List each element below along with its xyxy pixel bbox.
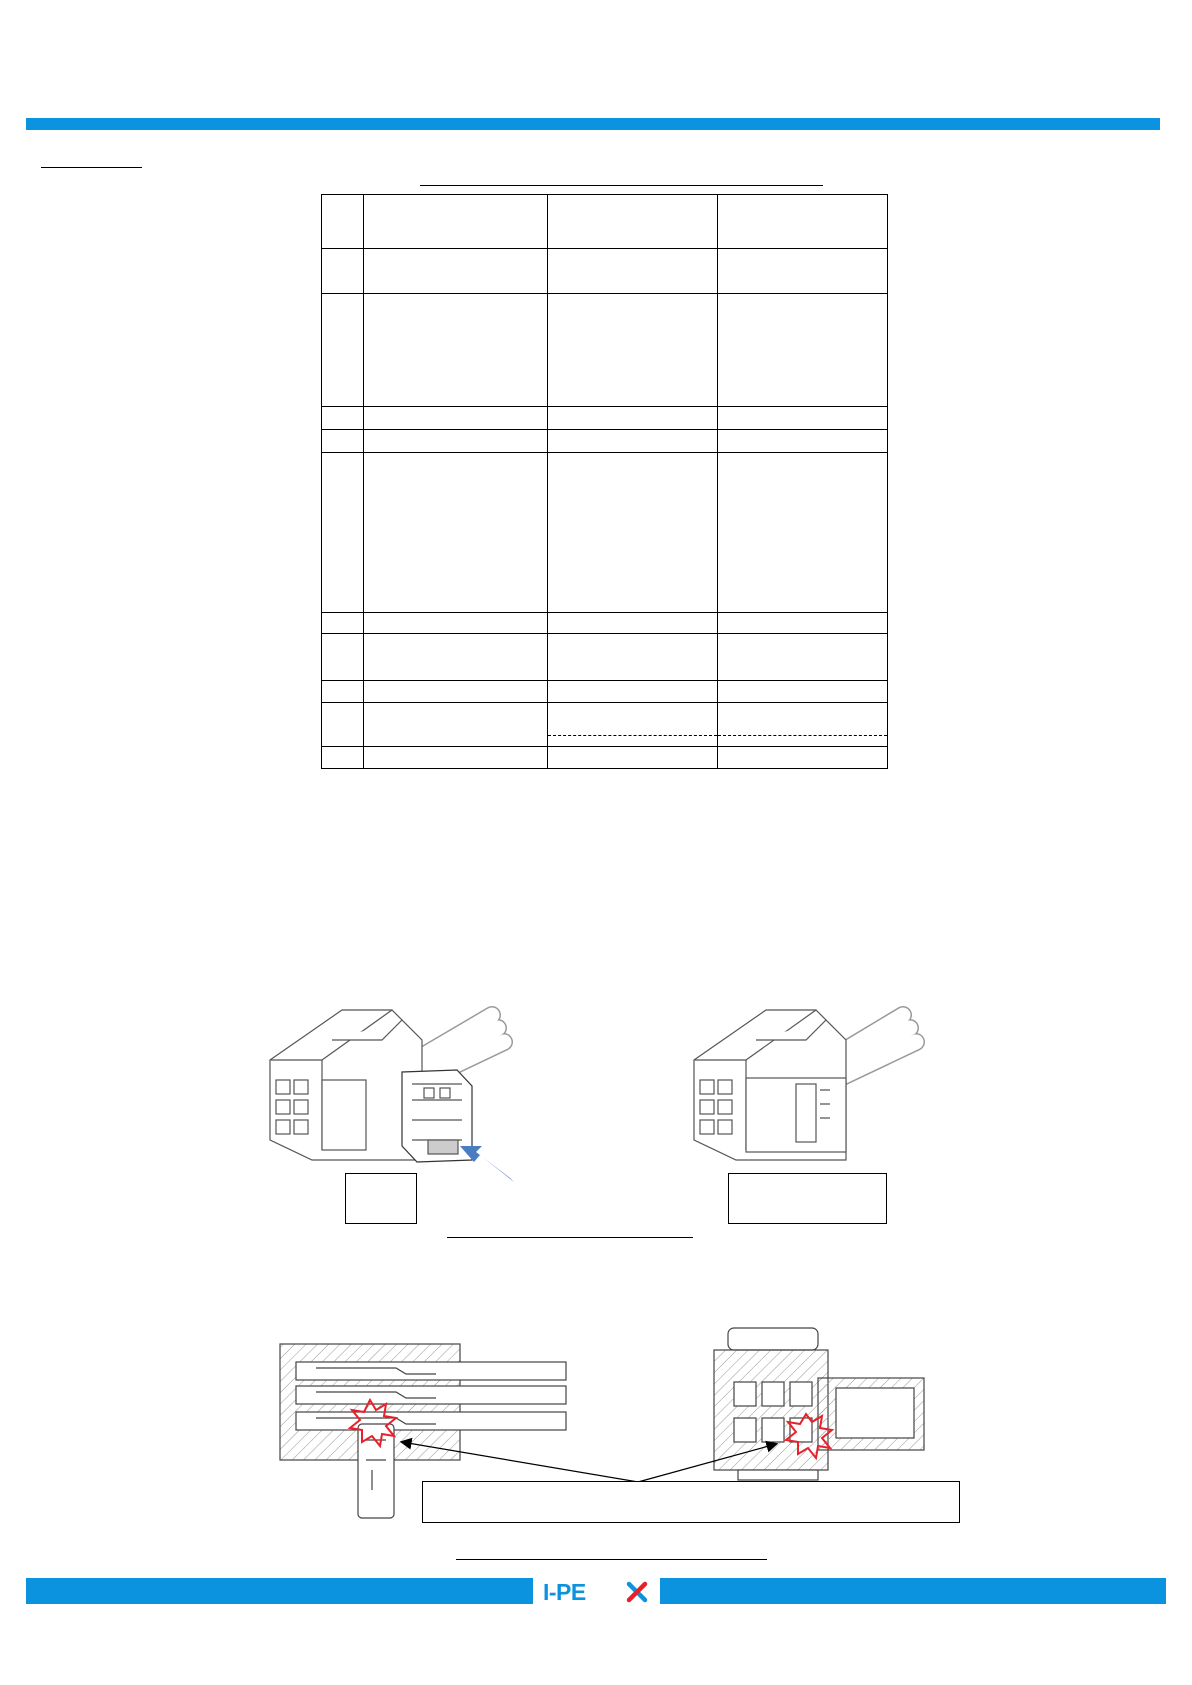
table-cell [364, 453, 548, 613]
table-row [322, 613, 888, 634]
table-cell [548, 294, 718, 407]
table-cell [718, 294, 888, 407]
caption-box-after [728, 1173, 887, 1224]
table-row [322, 747, 888, 769]
table-caption-underline [420, 185, 823, 186]
table-cell [364, 249, 548, 294]
table-row [322, 195, 888, 249]
table-cell [718, 430, 888, 453]
table-cell [322, 453, 364, 613]
table-cell [364, 703, 548, 747]
header-bar [26, 118, 1160, 130]
table-cell [548, 195, 718, 249]
dashed-divider [718, 713, 887, 736]
callout-box [422, 1481, 960, 1523]
table-cell [548, 747, 718, 769]
table-cell [364, 430, 548, 453]
table-cell [548, 613, 718, 634]
figure1-caption-underline [447, 1237, 693, 1238]
table-cell [322, 634, 364, 681]
table-cell [322, 703, 364, 747]
table-row [322, 407, 888, 430]
caption-box-before [345, 1173, 417, 1224]
table-cell [322, 430, 364, 453]
table-cell [548, 681, 718, 703]
table-row [322, 634, 888, 681]
table-cell [548, 453, 718, 613]
table-cell [322, 681, 364, 703]
table-cell [718, 453, 888, 613]
spec-table [321, 194, 888, 769]
table-cell [364, 613, 548, 634]
table-cell [718, 195, 888, 249]
table-cell [548, 430, 718, 453]
table-row [322, 703, 888, 747]
table-cell [322, 747, 364, 769]
table-cell [718, 613, 888, 634]
dashed-divider [548, 713, 717, 736]
table-cell [364, 294, 548, 407]
footer-bar-left [26, 1578, 533, 1604]
section-heading-underline [41, 167, 142, 168]
table-row [322, 294, 888, 407]
connector-before-illustration [262, 1000, 532, 1190]
table-row [322, 430, 888, 453]
insert-arrow-icon [460, 1146, 514, 1182]
table-cell [718, 681, 888, 703]
table-cell [548, 407, 718, 430]
table-cell [364, 634, 548, 681]
table-cell [364, 195, 548, 249]
table-cell-split [718, 703, 888, 747]
table-cell [322, 249, 364, 294]
table-cell [364, 681, 548, 703]
table-row [322, 681, 888, 703]
table-row [322, 249, 888, 294]
table-cell-split [548, 703, 718, 747]
table-row [322, 453, 888, 613]
table-cell [322, 613, 364, 634]
table-cell [718, 747, 888, 769]
table-cell [322, 407, 364, 430]
table-cell [548, 634, 718, 681]
table-cell [322, 294, 364, 407]
connector-after-illustration [688, 1000, 928, 1180]
ipex-logo [541, 1579, 651, 1603]
table-cell [718, 407, 888, 430]
table-cell [364, 407, 548, 430]
figure2-caption-underline [456, 1559, 767, 1560]
table-cell [322, 195, 364, 249]
svg-text:I-PE: I-PE [543, 1579, 586, 1603]
footer-bar-right [660, 1578, 1166, 1604]
table-cell [718, 634, 888, 681]
table-cell [364, 747, 548, 769]
table-cell [718, 249, 888, 294]
table-cell [548, 249, 718, 294]
